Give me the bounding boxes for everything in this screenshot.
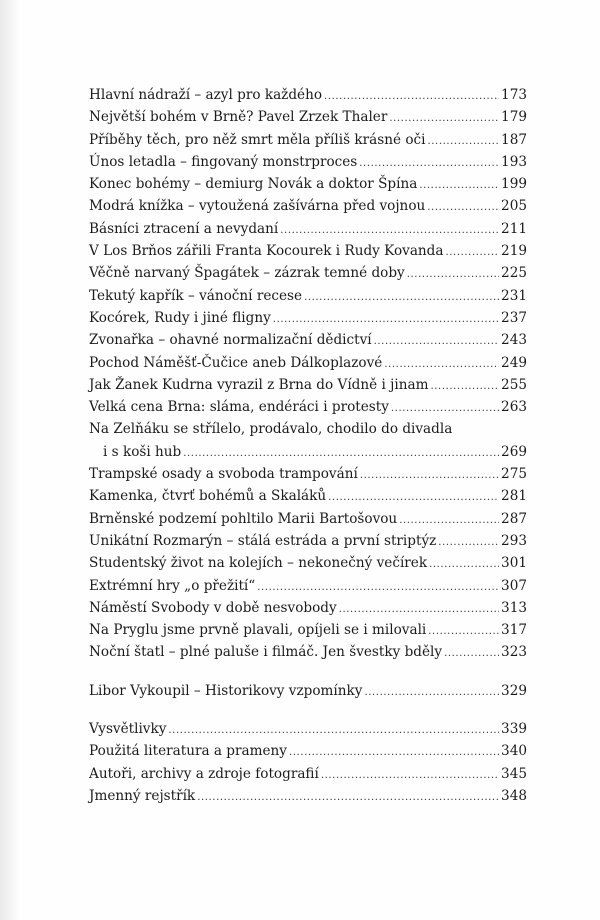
toc-entry[interactable] xyxy=(89,218,527,240)
toc-entry-title: Autoři, archivy a zdroje fotografií xyxy=(89,765,319,782)
dot-leader xyxy=(429,554,499,576)
toc-entry-page: 187 xyxy=(501,131,527,148)
toc-entry-author[interactable] xyxy=(89,680,527,702)
toc-entry-page: 340 xyxy=(501,743,527,760)
toc-entry-title: Věčně narvaný Špagátek – zázrak temné doby xyxy=(89,265,405,282)
dot-leader xyxy=(197,787,499,809)
dot-leader xyxy=(427,197,499,219)
toc-entry-page: 255 xyxy=(501,376,527,393)
toc-entry[interactable] xyxy=(89,597,527,619)
toc-entry-page: 281 xyxy=(501,488,527,505)
toc-entry-title: Náměstí Svobody v době nesvobody xyxy=(89,599,337,616)
toc-entry-title-continuation: i s koši hub xyxy=(103,443,182,460)
toc-entry-page: 307 xyxy=(501,577,527,594)
toc-entry-title: Příběhy těch, pro něž smrt měla příliš krásné oči xyxy=(89,131,426,148)
toc-entry-title: Na Pryglu jsme prvně plavali, opíjeli se i milovali xyxy=(89,622,427,639)
toc-entry-wrapped-line2[interactable] xyxy=(89,441,527,463)
toc-entry-page: 225 xyxy=(501,265,527,282)
toc-entry-appendix[interactable] xyxy=(89,785,527,807)
dot-leader xyxy=(168,720,499,742)
toc-entry-page: 219 xyxy=(501,243,527,260)
dot-leader xyxy=(304,287,499,309)
toc-entry[interactable] xyxy=(89,106,527,128)
toc-entry[interactable] xyxy=(89,374,527,396)
toc-entry-page: 243 xyxy=(501,332,527,349)
toc-entry-title: Konec bohémy – demiurg Novák a doktor Špína xyxy=(89,176,418,193)
dot-leader xyxy=(289,742,499,764)
toc-entry[interactable] xyxy=(89,463,527,485)
toc-entry-title: Na Zelňáku se střílelo, prodávalo, chodilo do divadla xyxy=(89,421,453,438)
toc-entry[interactable] xyxy=(89,575,527,597)
toc-entry-title: Modrá knížka – vytoužená zašívárna před vojnou xyxy=(89,198,426,215)
toc-entry-page: 301 xyxy=(501,555,527,572)
toc-entry-title: Vysvětlivky xyxy=(89,721,167,738)
dot-leader xyxy=(280,220,499,242)
toc-entry-page: 211 xyxy=(501,220,527,237)
toc-entry-title: Pochod Náměšť-Čučice aneb Dálkoplazové xyxy=(89,354,383,371)
dot-leader xyxy=(384,354,499,376)
toc-entry-title: Kamenka, čtvrť bohémů a Skaláků xyxy=(89,488,327,505)
table-of-contents xyxy=(89,84,527,807)
toc-entry-title: Kocórek, Rudy i jiné fligny xyxy=(89,309,271,326)
toc-entry-page: 263 xyxy=(501,399,527,416)
toc-entry-title: Studentský život na kolejích – nekonečný večírek xyxy=(89,555,428,572)
toc-entry[interactable] xyxy=(89,195,527,217)
toc-entry-title: Unikátní Rozmarýn – stálá estráda a první striptýz xyxy=(89,532,437,549)
section-gap xyxy=(89,702,527,718)
toc-entry-appendix[interactable] xyxy=(89,740,527,762)
dot-leader xyxy=(428,621,499,643)
dot-leader xyxy=(321,765,499,787)
dot-leader xyxy=(359,153,499,175)
toc-entry-appendix[interactable] xyxy=(89,763,527,785)
page-edge-shadow xyxy=(0,0,20,920)
dot-leader xyxy=(328,487,499,509)
dot-leader xyxy=(364,682,499,704)
dot-leader xyxy=(389,108,499,130)
toc-entry-appendix[interactable] xyxy=(89,718,527,740)
dot-leader xyxy=(419,175,499,197)
toc-entry-page: 293 xyxy=(501,532,527,549)
dot-leader xyxy=(391,398,499,420)
toc-entry[interactable] xyxy=(89,173,527,195)
dot-leader xyxy=(444,643,499,665)
toc-entry-title: Velká cena Brna: sláma, endéráci i protesty xyxy=(89,399,389,416)
toc-entry-page: 287 xyxy=(501,510,527,527)
toc-entry-page: 205 xyxy=(501,198,527,215)
section-gap xyxy=(89,664,527,680)
toc-entry[interactable] xyxy=(89,329,527,351)
toc-entry-wrapped-line1[interactable] xyxy=(89,418,527,440)
toc-entry[interactable] xyxy=(89,84,527,106)
toc-entry[interactable] xyxy=(89,262,527,284)
toc-entry[interactable] xyxy=(89,307,527,329)
dot-leader xyxy=(407,264,499,286)
toc-entry-page: 345 xyxy=(501,765,527,782)
toc-entry-page: 275 xyxy=(501,466,527,483)
toc-entry-page: 348 xyxy=(501,787,527,804)
toc-entry[interactable] xyxy=(89,508,527,530)
dot-leader xyxy=(360,465,499,487)
toc-entry[interactable] xyxy=(89,552,527,574)
toc-entry[interactable] xyxy=(89,151,527,173)
toc-entry-page: 249 xyxy=(501,354,527,371)
dot-leader xyxy=(399,510,499,532)
toc-entry-page: 323 xyxy=(501,644,527,661)
toc-entry-title: Noční štatl – plné paluše i filmáč. Jen švestky bděly xyxy=(89,644,443,661)
toc-entry-title: Básníci ztracení a nevydaní xyxy=(89,220,279,237)
dot-leader xyxy=(257,577,499,599)
toc-entry[interactable] xyxy=(89,352,527,374)
toc-entry-page: 329 xyxy=(501,682,527,699)
toc-entry[interactable] xyxy=(89,129,527,151)
toc-entry[interactable] xyxy=(89,240,527,262)
dot-leader xyxy=(273,309,499,331)
toc-entry-page: 179 xyxy=(501,109,527,126)
dot-leader xyxy=(183,443,499,465)
toc-entry-title: Jak Žanek Kudrna vyrazil z Brna do Vídně i jinam xyxy=(89,376,429,393)
toc-entry[interactable] xyxy=(89,285,527,307)
dot-leader xyxy=(324,86,499,108)
toc-entry-title: Jmenný rejstřík xyxy=(89,787,196,804)
toc-entry-page: 231 xyxy=(501,287,527,304)
toc-entry[interactable] xyxy=(89,396,527,418)
dot-leader xyxy=(446,242,500,264)
toc-entry-title: Tekutý kapřík – vánoční recese xyxy=(89,287,303,304)
toc-entry-page: 339 xyxy=(501,721,527,738)
dot-leader xyxy=(374,331,499,353)
toc-entry-title: Brněnské podzemí pohltilo Marii Bartošovou xyxy=(89,510,398,527)
dot-leader xyxy=(438,532,499,554)
dot-leader xyxy=(339,599,499,621)
toc-entry-page: 269 xyxy=(501,443,527,460)
toc-entry[interactable] xyxy=(89,619,527,641)
toc-entry-title: V Los Brňos zářili Franta Kocourek i Rudy Kovanda xyxy=(89,243,444,260)
toc-entry[interactable] xyxy=(89,485,527,507)
toc-entry-title: Trampské osady a svoboda trampování xyxy=(89,466,358,483)
toc-entry-page: 193 xyxy=(501,153,527,170)
toc-entry[interactable] xyxy=(89,530,527,552)
toc-entry[interactable] xyxy=(89,641,527,663)
toc-entry-title: Extrémní hry „o přežití“ xyxy=(89,577,256,594)
toc-entry-page: 237 xyxy=(501,309,527,326)
toc-entry-page: 199 xyxy=(501,176,527,193)
toc-entry-title: Největší bohém v Brně? Pavel Zrzek Thaler xyxy=(89,109,388,126)
toc-entry-title: Použitá literatura a prameny xyxy=(89,743,287,760)
toc-entry-title: Hlavní nádraží – azyl pro každého xyxy=(89,87,323,103)
dot-leader xyxy=(427,131,499,153)
toc-entry-page: 173 xyxy=(501,87,527,103)
dot-leader xyxy=(430,376,499,398)
toc-entry-page: 313 xyxy=(501,599,527,616)
toc-entry-title: Libor Vykoupil – Historikovy vzpomínky xyxy=(89,682,363,699)
toc-entry-title: Zvonařka – ohavné normalizační dědictví xyxy=(89,332,372,349)
toc-entry-page: 317 xyxy=(501,622,527,639)
toc-entry-title: Únos letadla – fingovaný monstrproces xyxy=(89,153,358,170)
